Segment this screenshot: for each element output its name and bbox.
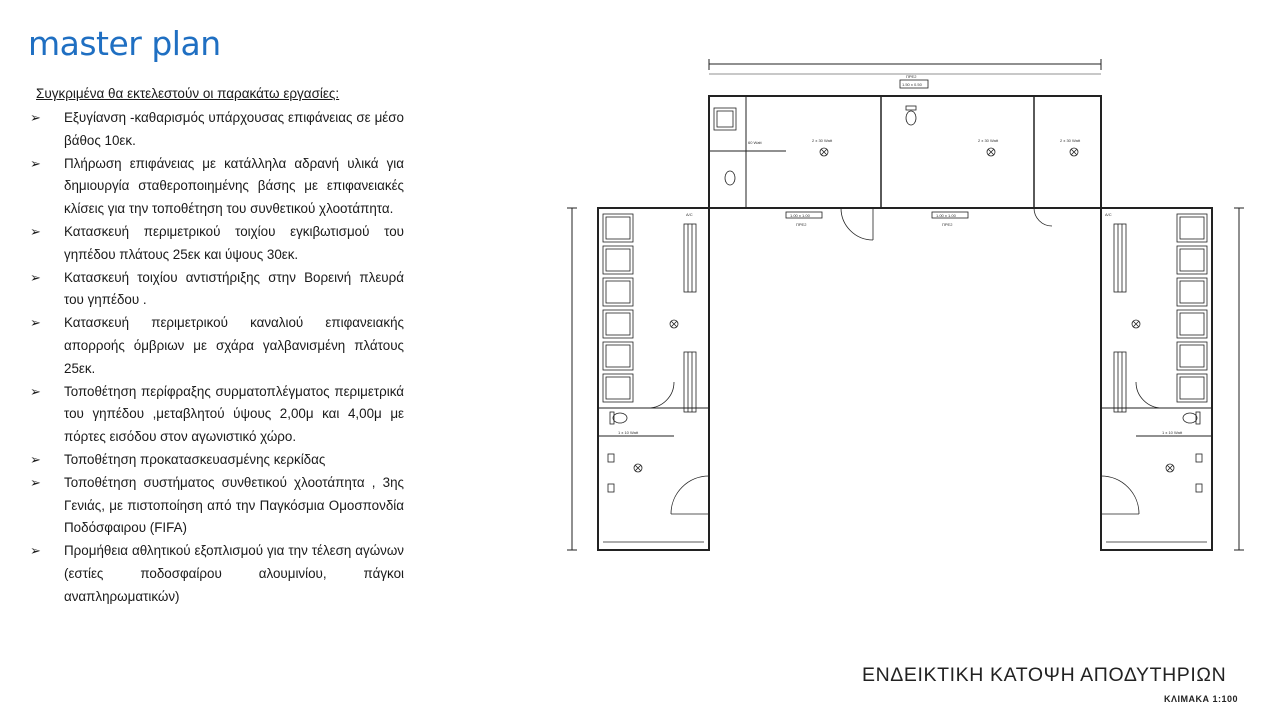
- page-title: master plan: [28, 24, 221, 63]
- sill-label: ΠΡΕ2: [942, 222, 953, 227]
- arrowhead-bullet-icon: ➢: [30, 110, 41, 125]
- list-item: ➢ Κατασκευή τοιχίου αντιστήριξης στην Βορεινή πλευρά του γηπέδου .: [30, 267, 404, 313]
- ac-label: A/C: [1105, 212, 1112, 217]
- light-label: 2 x 30 Watt: [978, 138, 999, 143]
- list-item: ➢ Τοποθέτηση συστήματος συνθετικού χλοοτάπητα , 3ης Γενιάς, με πιστοποίηση από την Παγκόσμια Ομοσπονδία Ποδόσφαιρου (FIFA): [30, 472, 404, 540]
- window-label: 1.00 x 1.00: [936, 213, 956, 218]
- light-label: 1 x 10 Watt: [618, 430, 639, 435]
- list-item: ➢ Τοποθέτηση προκατασκευασμένης κερκίδας: [30, 449, 404, 472]
- ac-label: A/C: [686, 212, 693, 217]
- sill-label: ΠΡΕ2: [796, 222, 807, 227]
- window-label: 1.50 x 0.50: [902, 82, 922, 87]
- arrowhead-bullet-icon: ➢: [30, 543, 41, 559]
- arrowhead-bullet-icon: ➢: [30, 155, 41, 171]
- arrowhead-bullet-icon: ➢: [30, 269, 41, 285]
- works-list: [30, 107, 404, 609]
- list-item: ➢ Εξυγίανση -καθαρισμός υπάρχουσας επιφάνειας σε μέσο βάθος 10εκ.: [30, 107, 404, 153]
- light-label: 1 x 10 Watt: [1162, 430, 1183, 435]
- list-item: ➢ Πλήρωση επιφάνειας με κατάλληλα αδρανή υλικά για δημιουργία σταθεροποιημένης βάσης με επιφανειακές κλίσεις για την τοποθέτηση του συνθετικού χλοοτάπητα.: [30, 153, 404, 221]
- arrowhead-bullet-icon: ➢: [30, 223, 41, 239]
- section-subtitle: Συγκριμένα θα εκτελεστούν οι παρακάτω εργασίες:: [36, 86, 340, 101]
- plan-caption: ΕΝΔΕΙΚΤΙΚΗ ΚΑΤΟΨΗ ΑΠΟΔΥΤΗΡΙΩΝ: [862, 664, 1227, 686]
- list-item: ➢ Κατασκευή περιμετρικού τοιχίου εγκιβωτισμού του γηπέδου πλάτους 25εκ και ύψους 30εκ.: [30, 221, 404, 267]
- sill-label: ΠΡΕ2: [906, 74, 917, 79]
- list-item: ➢ Προμήθεια αθλητικού εξοπλισμού για την τέλεση αγώνων (εστίες ποδοσφαίρου αλουμινίου, πάγκοι αναπληρωματικών): [30, 540, 404, 608]
- light-label: 2 x 30 Watt: [1060, 138, 1081, 143]
- arrowhead-bullet-icon: ➢: [30, 451, 41, 467]
- list-item: ➢ Τοποθέτηση περίφραξης συρματοπλέγματος περιμετρικά του γηπέδου ,μεταβλητού ύψους 2,00μ και 4,00μ με πόρτες εισόδου στον αγωνιστικό χώρο.: [30, 381, 404, 449]
- plan-scale: ΚΛΙΜΑΚΑ 1:100: [1164, 694, 1239, 704]
- window-label: 1.00 x 1.00: [790, 213, 810, 218]
- list-item: ➢ Κατασκευή περιμετρικού καναλιού επιφανειακής απορροής όμβριων με σχάρα γαλβανισμένη πλάτους 25εκ.: [30, 312, 404, 380]
- arrowhead-bullet-icon: ➢: [30, 383, 41, 399]
- floor-plan-drawing: [556, 56, 1256, 556]
- arrowhead-bullet-icon: ➢: [30, 315, 41, 331]
- light-label: 60 Watt: [748, 140, 762, 145]
- arrowhead-bullet-icon: ➢: [30, 474, 41, 490]
- light-label: 2 x 30 Watt: [812, 138, 833, 143]
